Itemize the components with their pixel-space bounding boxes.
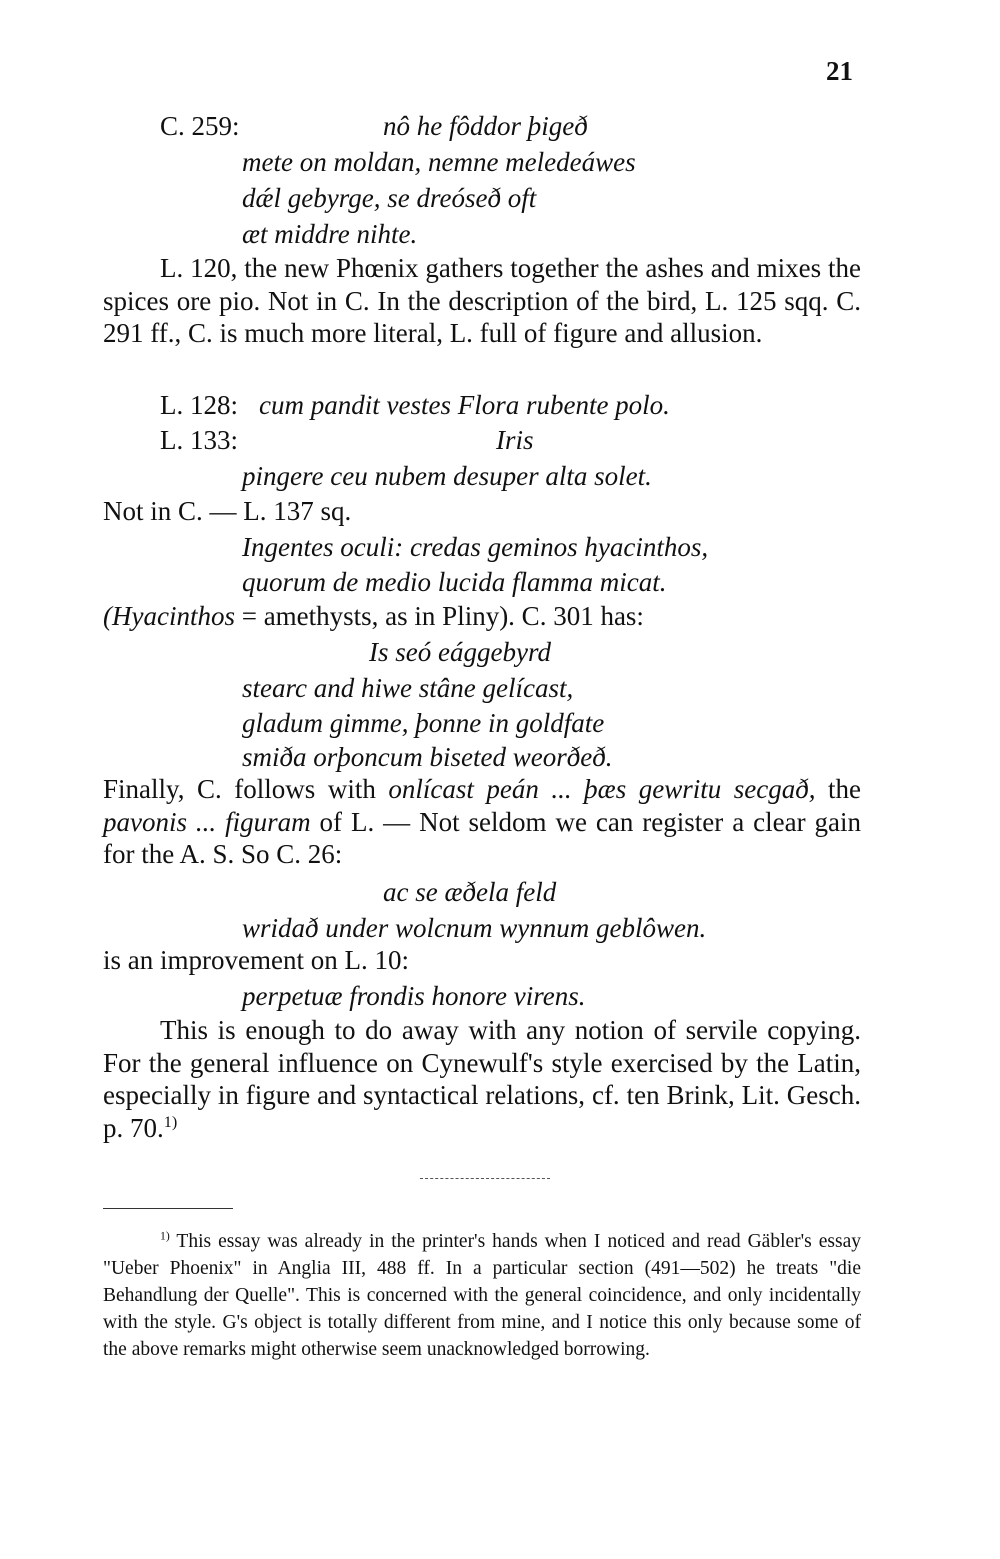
quote-c26-line1: ac se æðela feld bbox=[383, 877, 557, 907]
quote-c259-line4: æt middre nihte. bbox=[242, 219, 418, 249]
hyacinthos-note bbox=[103, 600, 644, 632]
paragraph-finally bbox=[103, 773, 861, 871]
paragraph-conclusion bbox=[103, 1014, 861, 1144]
footnote-text: This essay was already in the printer's hands when I noticed and read Gäbler's essay "Ueber Phoenix" in Anglia III, 488 ff. In a particular section (491—502) he treats "die Behandlung der Quelle". This is concerned with the general coincidence, and only incidentally with the style. G's object is totally different from mine, and I notice this only because some of the above remarks might otherwise seem unacknowledged borrowing. bbox=[103, 1231, 861, 1360]
l137-line1: Ingentes oculi: credas geminos hyacinthos, bbox=[242, 532, 709, 562]
hyacinthos-term: (Hyacinthos bbox=[103, 601, 235, 631]
l133-ref: L. 133: bbox=[160, 425, 238, 455]
quote-c259-line3: dǽl gebyrge, se dreóseð oft bbox=[242, 183, 537, 213]
footnote-mark: 1) bbox=[160, 1229, 170, 1243]
quote-c259-ref: C. 259: bbox=[160, 111, 240, 141]
finally-italic-1: onlícast peán ... þæs gewritu secgað, bbox=[388, 774, 816, 804]
quote-c259-line1: nô he fôddor þigeð bbox=[383, 111, 588, 141]
paragraph-l120: L. 120, the new Phœnix gathers together the ashes and mixes the spices ore pio. Not in C. In the description of the bird, L. 125 sqq. C. 291 ff., C. is much more literal, L. full of figure and allusion. bbox=[103, 253, 861, 348]
footnote-reference[interactable]: 1) bbox=[163, 1112, 178, 1131]
l133-line2: pingere ceu nubem desuper alta solet. bbox=[242, 461, 652, 491]
finally-text-1: Finally, C. follows with bbox=[103, 774, 389, 804]
hyacinthos-rest: = amethysts, as in Pliny). C. 301 has: bbox=[234, 601, 644, 631]
l128-quote: cum pandit vestes Flora rubente polo. bbox=[259, 390, 670, 420]
l137-lead: Not in C. — L. 137 sq. bbox=[103, 496, 352, 526]
l10-quote: perpetuæ frondis honore virens. bbox=[242, 981, 586, 1011]
finally-text-3: of L. — Not seldom we can register a clear gain for the A. S. So C. 26: bbox=[103, 806, 861, 869]
quote-c259-line2: mete on moldan, nemne meledeáwes bbox=[242, 147, 636, 177]
finally-text-2: the bbox=[815, 774, 861, 804]
quote-c26-line2: wridað under wolcnum wynnum geblôwen. bbox=[242, 913, 707, 943]
page-number: 21 bbox=[826, 56, 853, 86]
finally-italic-2: pavonis ... figuram bbox=[103, 806, 311, 837]
section-divider bbox=[420, 1178, 550, 1179]
quote-c301-line3: gladum gimme, þonne in goldfate bbox=[242, 708, 605, 738]
l137-line2: quorum de medio lucida flamma micat. bbox=[242, 567, 667, 597]
l128-ref: L. 128: bbox=[160, 390, 238, 420]
footnote bbox=[103, 1228, 861, 1363]
l133-line1: Iris bbox=[496, 425, 534, 455]
quote-c301-line4: smiða orþoncum biseted weorðeð. bbox=[242, 742, 613, 772]
quote-c301-line1: Is seó eággebyrd bbox=[369, 637, 551, 667]
footnote-rule bbox=[103, 1208, 233, 1209]
l10-text: is an improvement on L. 10: bbox=[103, 945, 409, 975]
quote-c301-line2: stearc and hiwe stâne gelícast, bbox=[242, 673, 574, 703]
conclusion-text: This is enough to do away with any notion of servile copying. For the general influence on Cynewulf's style exercised by the Latin, especially in figure and syntactical relations, cf. ten Brink, Lit. Gesch. p. 70. bbox=[103, 1015, 861, 1143]
